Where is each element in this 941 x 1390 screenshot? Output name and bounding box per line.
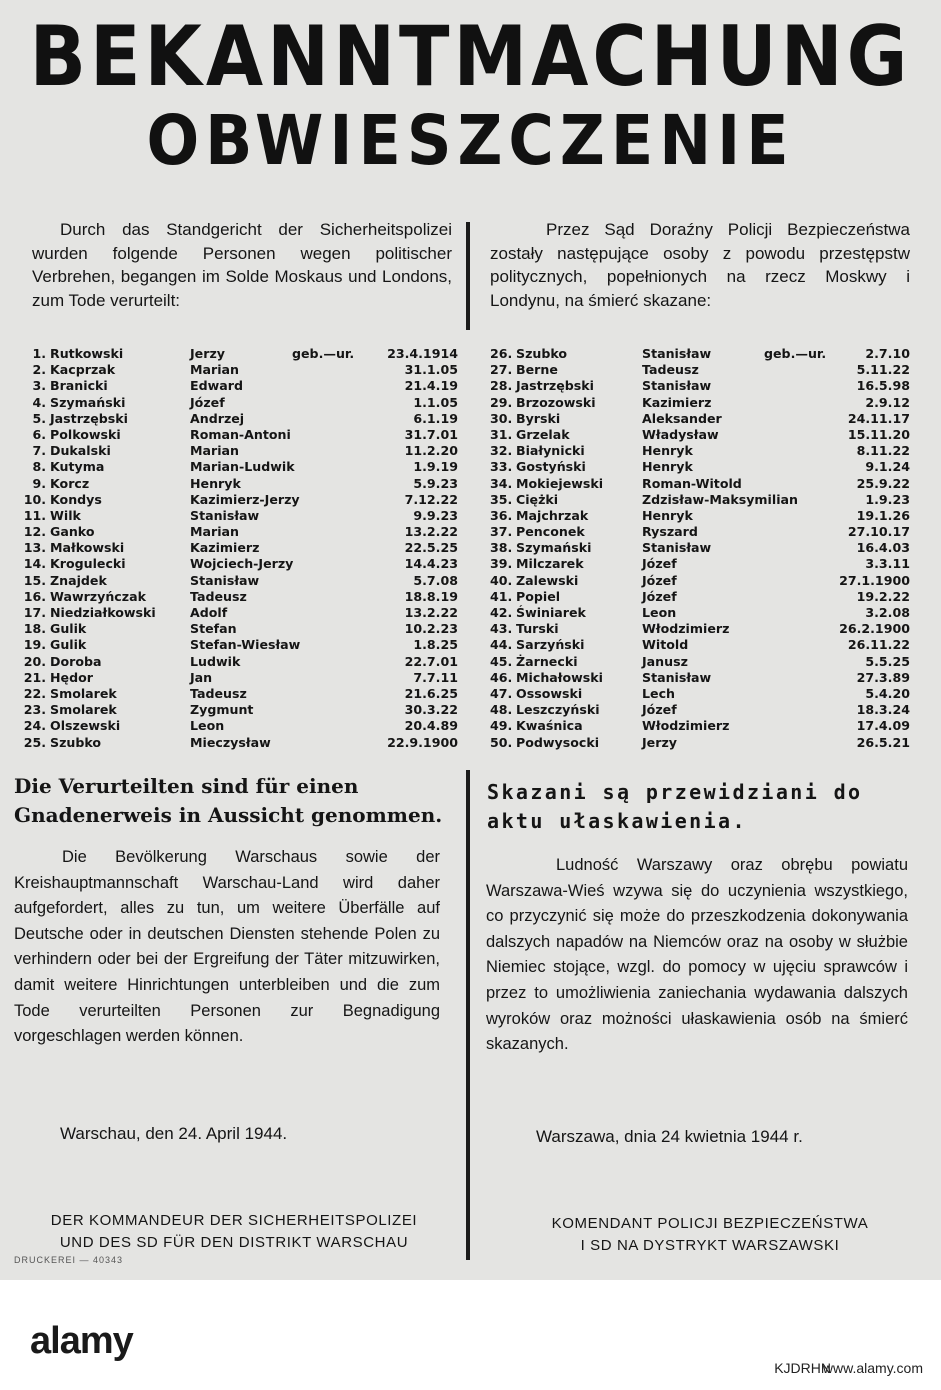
list-item [18, 718, 458, 734]
entry-number: 41. [490, 588, 513, 604]
entry-first-name: Józef [642, 702, 677, 718]
entry-number: 43. [490, 621, 513, 637]
entry-number: 15. [23, 572, 46, 588]
entry-number: 48. [490, 702, 513, 718]
entry-first-name: Kazimierz-Jerzy [190, 491, 300, 507]
list-item [18, 508, 458, 524]
entry-number: 16. [23, 588, 46, 604]
list-item [490, 492, 910, 508]
entry-birth-date: 27.1.1900 [839, 572, 910, 588]
entry-birth-date: 19.2.22 [856, 588, 910, 604]
entry-surname: Smolarek [50, 685, 117, 701]
list-item [490, 508, 910, 524]
entry-birth-date: 19.1.26 [856, 507, 910, 523]
entry-number: 44. [490, 637, 513, 653]
entry-first-name: Henryk [190, 475, 241, 491]
entry-first-name: Zdzisław-Maksymilian [642, 491, 798, 507]
entry-birth-date: 30.3.22 [404, 702, 458, 718]
list-item [490, 378, 910, 394]
entry-number: 35. [490, 491, 513, 507]
entry-surname: Gulik [50, 637, 87, 653]
entry-surname: Kacprzak [50, 362, 116, 378]
entry-first-name: Andrzej [190, 410, 245, 426]
entry-surname: Ciężki [516, 491, 559, 507]
entry-birth-date: 9.9.23 [413, 507, 458, 523]
entry-number: 40. [490, 572, 513, 588]
entry-surname: Turski [516, 621, 559, 637]
list-item [490, 670, 910, 686]
list-item [490, 718, 910, 734]
entry-number: 14. [23, 556, 46, 572]
signature-line: KOMENDANT POLICJI BEZPIECZEŃSTWA [551, 1215, 869, 1232]
list-item [18, 573, 458, 589]
entry-first-name: Marian [190, 524, 240, 540]
list-item [490, 476, 910, 492]
entry-birth-date: 26.5.21 [856, 734, 910, 750]
entry-number: 25. [23, 734, 46, 750]
list-item [18, 459, 458, 475]
entry-birth-date: 3.3.11 [865, 556, 910, 572]
entry-first-name: Marian [190, 443, 240, 459]
list-item [18, 702, 458, 718]
entry-surname: Doroba [50, 653, 102, 669]
entry-birth-date: 5.11.22 [856, 362, 910, 378]
entry-number: 5. [32, 410, 46, 426]
entry-number: 21. [23, 669, 46, 685]
birth-label: geb.—ur. [292, 346, 355, 361]
column-divider [466, 222, 470, 330]
entry-number: 33. [490, 459, 513, 475]
entry-number: 22. [23, 685, 46, 701]
entry-surname: Sarzyński [516, 637, 585, 653]
list-item [490, 589, 910, 605]
entry-birth-date: 13.2.22 [404, 524, 458, 540]
entry-number: 12. [23, 524, 46, 540]
list-item [490, 362, 910, 378]
entry-surname: Berne [516, 362, 558, 378]
entry-first-name: Józef [642, 588, 677, 604]
entry-number: 20. [23, 653, 46, 669]
polish-title: OBWIESZCZENIE [146, 100, 795, 181]
entry-birth-date: 14.4.23 [404, 556, 458, 572]
entry-first-name: Józef [642, 556, 677, 572]
entry-number: 3. [32, 378, 46, 394]
entry-number: 31. [490, 426, 513, 442]
entry-number: 7. [32, 443, 46, 459]
entry-first-name: Władysław [642, 426, 719, 442]
list-item [18, 589, 458, 605]
entry-birth-date: 16.5.98 [856, 378, 910, 394]
entry-birth-date: 10.2.23 [404, 621, 458, 637]
entry-surname: Ganko [50, 524, 95, 540]
entry-first-name: Leon [642, 605, 677, 620]
entry-surname: Białynicki [516, 443, 585, 459]
entry-surname: Grzelak [516, 426, 570, 442]
entry-number: 39. [490, 556, 513, 572]
entry-surname: Olszewski [50, 718, 121, 734]
list-item [18, 637, 458, 653]
list-item [490, 556, 910, 572]
date-polish: Warszawa, dnia 24 kwietnia 1944 r. [536, 1127, 803, 1146]
column-divider [466, 770, 470, 1260]
entry-surname: Kwaśnica [516, 718, 583, 734]
entry-first-name: Marian-Ludwik [190, 459, 295, 475]
list-item [18, 524, 458, 540]
entry-first-name: Zygmunt [190, 702, 254, 718]
entry-number: 30. [490, 410, 513, 426]
entry-first-name: Roman-Witold [642, 475, 742, 491]
entry-birth-date: 22.7.01 [404, 653, 458, 669]
entry-number: 32. [490, 443, 513, 459]
condemned-list-left [18, 346, 458, 751]
entry-surname: Niedziałkowski [50, 605, 156, 620]
entry-surname: Gostyński [516, 459, 586, 475]
entry-first-name: Stefan [190, 621, 237, 637]
entry-birth-date: 22.9.1900 [387, 734, 458, 750]
intro-polish: Przez Sąd Doraźny Policji Bezpieczeństwa zostały następujące osoby z powodu przestępstw politycznych, popełnionych na rzecz Moskwy i Londynu, na śmierć skazane: [490, 220, 910, 310]
entry-number: 34. [490, 475, 513, 491]
entry-surname: Szubko [50, 734, 102, 750]
entry-surname: Ossowski [516, 685, 583, 701]
entry-surname: Polkowski [50, 426, 121, 442]
entry-number: 10. [23, 491, 46, 507]
list-item [490, 524, 910, 540]
entry-first-name: Józef [642, 572, 677, 588]
entry-surname: Podwysocki [516, 734, 600, 750]
entry-birth-date: 1.9.19 [413, 459, 458, 475]
entry-number: 42. [490, 605, 513, 620]
entry-birth-date: 20.4.89 [404, 718, 458, 734]
entry-first-name: Tadeusz [190, 685, 247, 701]
list-item [490, 654, 910, 670]
list-item [18, 411, 458, 427]
list-item [18, 378, 458, 394]
watermark-image-id: KJDRHN [774, 1360, 831, 1376]
entry-birth-date: 24.11.17 [847, 410, 910, 426]
entry-number: 23. [23, 702, 46, 718]
list-item [18, 686, 458, 702]
list-item [18, 362, 458, 378]
intro-german: Durch das Standgericht der Sicherheitspolizei wurden folgende Personen wegen politischer Verbrehen, begangen im Solde Moskaus und Londons, zum Tode verurteilt: [32, 220, 452, 310]
list-item [490, 395, 910, 411]
entry-birth-date: 11.2.20 [404, 443, 458, 459]
entry-birth-date: 31.7.01 [404, 426, 458, 442]
german-title: BEKANNTMACHUNG [29, 8, 912, 106]
entry-surname: Popiel [516, 588, 561, 604]
entry-number: 45. [490, 653, 513, 669]
entry-surname: Penconek [516, 524, 585, 540]
entry-first-name: Leon [190, 718, 225, 734]
entry-surname: Korcz [50, 475, 90, 491]
entry-surname: Zalewski [516, 572, 579, 588]
list-item [490, 605, 910, 621]
appeal-polish: Ludność Warszawy oraz obrębu powiatu Warszawa-Wieś wzywa się do uczynienia wszystkiego, co przyczynić się może do przeszkodzenia dokonywania dalszych napadów na Niemców oraz na osoby w służbie Niemiec stojące, wzgl. do pomocy w ujęciu sprawców i przez to umożliwienia zaniechania wydawania dalszych wyroków oraz możności ułaskawienia osób na śmierć skazanych. [486, 856, 908, 1054]
entry-number: 4. [32, 394, 46, 410]
entry-surname: Byrski [516, 410, 561, 426]
entry-first-name: Włodzimierz [642, 621, 730, 637]
entry-surname: Jastrzębski [50, 410, 128, 426]
entry-surname: Hędor [50, 669, 93, 685]
entry-surname: Szymański [516, 540, 592, 556]
entry-surname: Gulik [50, 621, 87, 637]
entry-first-name: Stanisław [642, 540, 712, 556]
entry-first-name: Henryk [642, 443, 693, 459]
list-item [18, 443, 458, 459]
entry-first-name: Wojciech-Jerzy [190, 556, 294, 572]
watermark-site: www.alamy.com [822, 1360, 923, 1376]
entry-birth-date: 5.5.25 [865, 653, 910, 669]
list-item [18, 556, 458, 572]
entry-surname: Żarnecki [516, 653, 578, 669]
list-item [490, 621, 910, 637]
entry-number: 8. [32, 459, 46, 475]
entry-first-name: Witold [642, 637, 689, 653]
entry-first-name: Stanisław [642, 378, 712, 394]
list-item [18, 346, 458, 362]
signature-polish [510, 1213, 910, 1257]
entry-birth-date: 23.4.1914 [387, 346, 458, 361]
list-item [18, 427, 458, 443]
entry-first-name: Tadeusz [190, 588, 247, 604]
clemency-heading-polish: Skazani są przewidziani do aktu ułaskawienia. [487, 780, 863, 833]
entry-birth-date: 9.1.24 [865, 459, 910, 475]
signature-line: UND DES SD FÜR DEN DISTRIKT WARSCHAU [59, 1234, 409, 1251]
entry-first-name: Henryk [642, 459, 693, 475]
list-item [490, 411, 910, 427]
entry-birth-date: 18.8.19 [404, 588, 458, 604]
list-item [18, 735, 458, 751]
entry-first-name: Stanisław [190, 572, 260, 588]
list-item [18, 540, 458, 556]
entry-number: 24. [23, 718, 46, 734]
entry-birth-date: 5.7.08 [413, 572, 458, 588]
entry-surname: Rutkowski [50, 346, 124, 361]
entry-surname: Małkowski [50, 540, 125, 556]
entry-first-name: Włodzimierz [642, 718, 730, 734]
entry-first-name: Janusz [642, 653, 688, 669]
entry-surname: Szubko [516, 346, 568, 361]
entry-number: 27. [490, 362, 513, 378]
entry-surname: Leszczyński [516, 702, 600, 718]
entry-surname: Mokiejewski [516, 475, 604, 491]
entry-first-name: Aleksander [642, 410, 722, 426]
clemency-heading-german: Die Verurteilten sind für einen Gnadenerweis in Aussicht genommen. [14, 774, 443, 827]
entry-first-name: Stanisław [190, 507, 260, 523]
entry-number: 2. [32, 362, 46, 378]
entry-first-name: Jerzy [190, 346, 225, 361]
entry-surname: Michałowski [516, 669, 603, 685]
entry-birth-date: 27.10.17 [847, 524, 910, 540]
appeal-german: Die Bevölkerung Warschaus sowie der Kreishauptmannschaft Warschau-Land wird daher aufgefordert, alles zu tun, um weitere Überfälle auf Deutsche oder in deutschen Diensten stehende Polen zu verhindern oder bei der Ergreifung der Täter mitzuwirken, damit weitere Hinrichtungen unterbleiben und die zum Tode verurteilten Personen zur Begnadigung vorgeschlagen werden können. [14, 848, 440, 1046]
entry-first-name: Mieczysław [190, 734, 271, 750]
entry-birth-date: 2.9.12 [865, 394, 910, 410]
entry-birth-date: 17.4.09 [856, 718, 910, 734]
entry-first-name: Stanisław [642, 346, 712, 361]
list-item [18, 654, 458, 670]
entry-surname: Smolarek [50, 702, 117, 718]
list-item [490, 443, 910, 459]
entry-first-name: Lech [642, 685, 675, 701]
entry-birth-date: 1.8.25 [413, 637, 458, 653]
entry-surname: Brzozowski [516, 394, 596, 410]
entry-birth-date: 22.5.25 [404, 540, 458, 556]
entry-first-name: Stefan-Wiesław [190, 637, 301, 653]
signature-line: DER KOMMANDEUR DER SICHERHEITSPOLIZEI [50, 1212, 418, 1229]
entry-surname: Kutyma [50, 459, 105, 475]
entry-birth-date: 31.1.05 [404, 362, 458, 378]
entry-first-name: Kazimierz [642, 394, 712, 410]
entry-first-name: Henryk [642, 507, 693, 523]
list-item [490, 540, 910, 556]
entry-surname: Szymański [50, 394, 126, 410]
signature-line: I SD NA DYSTRYKT WARSZAWSKI [580, 1237, 840, 1254]
list-item [18, 492, 458, 508]
list-item [18, 395, 458, 411]
entry-birth-date: 27.3.89 [856, 669, 910, 685]
entry-surname: Milczarek [516, 556, 584, 572]
entry-number: 26. [490, 346, 513, 361]
entry-first-name: Adolf [190, 605, 228, 620]
entry-number: 18. [23, 621, 46, 637]
entry-birth-date: 5.4.20 [865, 685, 910, 701]
entry-number: 28. [490, 378, 513, 394]
entry-birth-date: 5.9.23 [413, 475, 458, 491]
list-item [490, 459, 910, 475]
list-item [490, 702, 910, 718]
entry-surname: Branicki [50, 378, 108, 394]
entry-first-name: Tadeusz [642, 362, 699, 378]
entry-surname: Krogulecki [50, 556, 126, 572]
entry-surname: Wilk [50, 507, 81, 523]
entry-surname: Jastrzębski [516, 378, 594, 394]
entry-birth-date: 21.6.25 [404, 685, 458, 701]
entry-number: 1. [32, 346, 46, 361]
entry-number: 38. [490, 540, 513, 556]
printer-mark: DRUCKEREI — 40343 [14, 1255, 124, 1265]
entry-birth-date: 6.1.19 [413, 410, 458, 426]
entry-surname: Majchrzak [516, 507, 589, 523]
entry-first-name: Edward [190, 378, 243, 394]
entry-first-name: Ryszard [642, 524, 698, 540]
entry-birth-date: 1.1.05 [413, 394, 458, 410]
entry-birth-date: 21.4.19 [404, 378, 458, 394]
entry-number: 36. [490, 507, 513, 523]
entry-birth-date: 25.9.22 [856, 475, 910, 491]
entry-birth-date: 1.9.23 [865, 491, 910, 507]
birth-label: geb.—ur. [764, 346, 827, 361]
entry-number: 11. [23, 507, 46, 523]
list-item [18, 621, 458, 637]
list-item [490, 573, 910, 589]
entry-birth-date: 16.4.03 [856, 540, 910, 556]
condemned-list-right [490, 346, 910, 751]
list-item [18, 605, 458, 621]
entry-first-name: Jerzy [642, 734, 677, 750]
entry-birth-date: 3.2.08 [865, 605, 910, 620]
entry-first-name: Roman-Antoni [190, 426, 291, 442]
entry-birth-date: 26.11.22 [847, 637, 910, 653]
entry-number: 46. [490, 669, 513, 685]
entry-number: 19. [23, 637, 46, 653]
list-item [490, 346, 910, 362]
entry-first-name: Ludwik [190, 653, 241, 669]
entry-birth-date: 18.3.24 [856, 702, 910, 718]
list-item [18, 670, 458, 686]
list-item [490, 427, 910, 443]
entry-number: 49. [490, 718, 513, 734]
entry-surname: Wawrzyńczak [50, 588, 146, 604]
entry-first-name: Kazimierz [190, 540, 260, 556]
signature-german [14, 1210, 454, 1254]
date-german: Warschau, den 24. April 1944. [60, 1124, 288, 1143]
list-item [490, 686, 910, 702]
entry-first-name: Jan [190, 669, 213, 685]
entry-number: 13. [23, 540, 46, 556]
entry-surname: Dukalski [50, 443, 111, 459]
entry-surname: Kondys [50, 491, 102, 507]
entry-first-name: Marian [190, 362, 240, 378]
list-item [490, 735, 910, 751]
entry-number: 47. [490, 685, 513, 701]
entry-number: 9. [32, 475, 46, 491]
entry-number: 17. [23, 605, 46, 620]
entry-birth-date: 7.7.11 [413, 669, 458, 685]
entry-number: 37. [490, 524, 513, 540]
entry-birth-date: 26.2.1900 [839, 621, 910, 637]
entry-birth-date: 2.7.10 [865, 346, 910, 361]
entry-first-name: Józef [190, 394, 225, 410]
entry-birth-date: 15.11.20 [847, 426, 910, 442]
entry-birth-date: 13.2.22 [404, 605, 458, 620]
entry-birth-date: 8.11.22 [856, 443, 910, 459]
watermark-logo: alamy [30, 1320, 133, 1362]
entry-number: 29. [490, 394, 513, 410]
entry-number: 6. [32, 426, 46, 442]
entry-number: 50. [490, 734, 513, 750]
list-item [490, 637, 910, 653]
entry-first-name: Stanisław [642, 669, 712, 685]
entry-surname: Znajdek [50, 572, 107, 588]
entry-surname: Świniarek [516, 605, 586, 620]
list-item [18, 476, 458, 492]
entry-birth-date: 7.12.22 [404, 491, 458, 507]
